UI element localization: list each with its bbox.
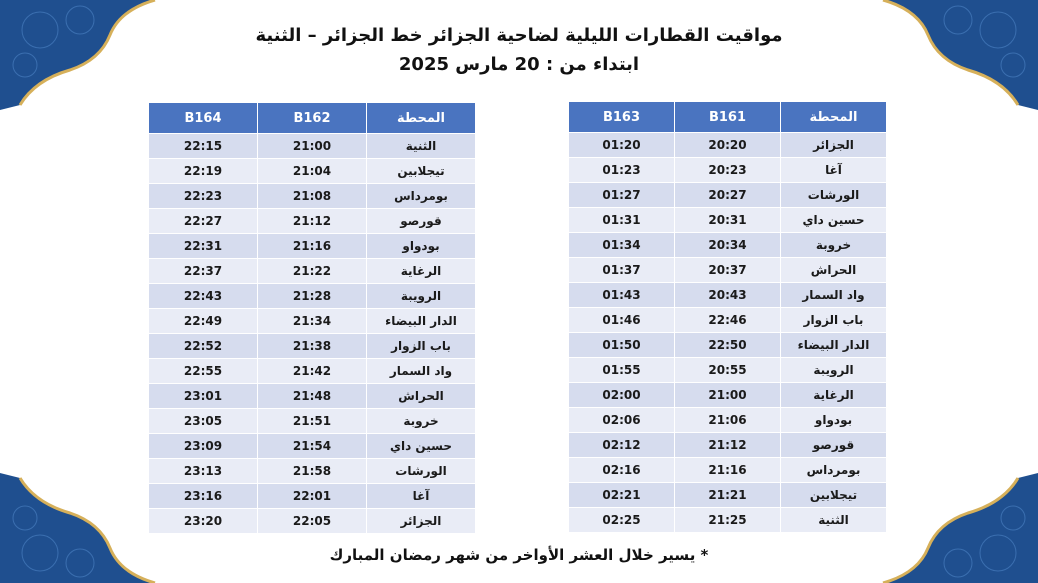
- departure-time-cell: 01:34: [569, 233, 675, 258]
- station-name-cell: باب الزوار: [367, 334, 476, 359]
- departure-time-cell: 20:23: [675, 158, 781, 183]
- departure-time-cell: 21:16: [258, 234, 367, 259]
- departure-time-cell: 21:42: [258, 359, 367, 384]
- departure-time-cell: 01:23: [569, 158, 675, 183]
- table-row: [149, 484, 476, 509]
- departure-time-cell: 02:16: [569, 458, 675, 483]
- departure-time-cell: 22:31: [149, 234, 258, 259]
- station-name-cell: قورصو: [367, 209, 476, 234]
- departure-time-cell: 02:00: [569, 383, 675, 408]
- departure-time-cell: 21:51: [258, 409, 367, 434]
- table-row: [569, 508, 887, 533]
- station-name-cell: الثنية: [781, 508, 887, 533]
- departure-time-cell: 21:25: [675, 508, 781, 533]
- departure-time-cell: 21:16: [675, 458, 781, 483]
- departure-time-cell: 02:12: [569, 433, 675, 458]
- table-row: [569, 233, 887, 258]
- table-row: [569, 208, 887, 233]
- table-row: [149, 134, 476, 159]
- departure-time-cell: 21:38: [258, 334, 367, 359]
- schedule-table-b161-b163: [568, 101, 887, 533]
- departure-time-cell: 20:43: [675, 283, 781, 308]
- column-header-station: المحطة: [781, 102, 887, 133]
- column-header-train: B162: [258, 103, 367, 134]
- station-name-cell: الرويبة: [781, 358, 887, 383]
- departure-time-cell: 01:55: [569, 358, 675, 383]
- station-name-cell: الدار البيضاء: [367, 309, 476, 334]
- column-header-train: B164: [149, 103, 258, 134]
- departure-time-cell: 20:20: [675, 133, 781, 158]
- station-name-cell: تيجلابين: [367, 159, 476, 184]
- departure-time-cell: 22:27: [149, 209, 258, 234]
- station-name-cell: الورشات: [367, 459, 476, 484]
- station-name-cell: خروبة: [781, 233, 887, 258]
- table-row: [149, 409, 476, 434]
- station-name-cell: خروبة: [367, 409, 476, 434]
- table-row: [569, 283, 887, 308]
- table-row: [569, 383, 887, 408]
- column-header-train: B161: [675, 102, 781, 133]
- departure-time-cell: 21:00: [675, 383, 781, 408]
- station-name-cell: آغا: [367, 484, 476, 509]
- station-name-cell: تيجلابين: [781, 483, 887, 508]
- departure-time-cell: 21:22: [258, 259, 367, 284]
- table-row: [149, 509, 476, 534]
- table-row: [569, 133, 887, 158]
- station-name-cell: بودواو: [367, 234, 476, 259]
- departure-time-cell: 22:37: [149, 259, 258, 284]
- departure-time-cell: 22:49: [149, 309, 258, 334]
- table-row: [569, 458, 887, 483]
- table-row: [149, 359, 476, 384]
- departure-time-cell: 22:52: [149, 334, 258, 359]
- station-name-cell: واد السمار: [781, 283, 887, 308]
- departure-time-cell: 01:46: [569, 308, 675, 333]
- departure-time-cell: 22:15: [149, 134, 258, 159]
- station-name-cell: بودواو: [781, 408, 887, 433]
- station-name-cell: آغا: [781, 158, 887, 183]
- page-subtitle: ابتداء من : 20 مارس 2025: [398, 54, 640, 75]
- departure-time-cell: 21:06: [675, 408, 781, 433]
- station-name-cell: الرغاية: [367, 259, 476, 284]
- departure-time-cell: 22:23: [149, 184, 258, 209]
- table-header-row: [569, 102, 887, 133]
- station-name-cell: الدار البيضاء: [781, 333, 887, 358]
- page-title: مواقيت القطارات الليلية لضاحية الجزائر خط الجزائر – الثنية: [255, 25, 783, 46]
- table-row: [569, 408, 887, 433]
- departure-time-cell: 21:12: [258, 209, 367, 234]
- table-row: [569, 433, 887, 458]
- schedule-table-b162-b164: [148, 102, 476, 534]
- departure-time-cell: 21:21: [675, 483, 781, 508]
- departure-time-cell: 22:05: [258, 509, 367, 534]
- departure-time-cell: 22:01: [258, 484, 367, 509]
- table-row: [569, 358, 887, 383]
- departure-time-cell: 23:20: [149, 509, 258, 534]
- station-name-cell: بومرداس: [781, 458, 887, 483]
- departure-time-cell: 01:20: [569, 133, 675, 158]
- station-name-cell: قورصو: [781, 433, 887, 458]
- station-name-cell: باب الزوار: [781, 308, 887, 333]
- table-row: [569, 333, 887, 358]
- station-name-cell: بومرداس: [367, 184, 476, 209]
- departure-time-cell: 02:06: [569, 408, 675, 433]
- departure-time-cell: 20:34: [675, 233, 781, 258]
- departure-time-cell: 21:34: [258, 309, 367, 334]
- departure-time-cell: 21:28: [258, 284, 367, 309]
- table-row: [569, 258, 887, 283]
- departure-time-cell: 01:43: [569, 283, 675, 308]
- table-row: [149, 384, 476, 409]
- departure-time-cell: 01:50: [569, 333, 675, 358]
- station-name-cell: الورشات: [781, 183, 887, 208]
- table-row: [569, 158, 887, 183]
- table-row: [569, 308, 887, 333]
- station-name-cell: حسين داي: [781, 208, 887, 233]
- table-row: [149, 334, 476, 359]
- corner-ornament-bottom-left: [0, 473, 170, 583]
- departure-time-cell: 02:21: [569, 483, 675, 508]
- departure-time-cell: 20:37: [675, 258, 781, 283]
- table-row: [149, 159, 476, 184]
- station-name-cell: الثنية: [367, 134, 476, 159]
- departure-time-cell: 21:54: [258, 434, 367, 459]
- station-name-cell: الجزائر: [781, 133, 887, 158]
- departure-time-cell: 20:27: [675, 183, 781, 208]
- station-name-cell: الحراش: [367, 384, 476, 409]
- departure-time-cell: 22:19: [149, 159, 258, 184]
- departure-time-cell: 20:55: [675, 358, 781, 383]
- departure-time-cell: 21:58: [258, 459, 367, 484]
- table-row: [149, 234, 476, 259]
- departure-time-cell: 21:00: [258, 134, 367, 159]
- page-title-block: [0, 22, 1038, 79]
- departure-time-cell: 02:25: [569, 508, 675, 533]
- table-header-row: [149, 103, 476, 134]
- station-name-cell: الرويبة: [367, 284, 476, 309]
- table-row: [149, 434, 476, 459]
- footnote: * يسير خلال العشر الأواخر من شهر رمضان المبارك: [329, 546, 709, 564]
- departure-time-cell: 21:48: [258, 384, 367, 409]
- departure-time-cell: 23:05: [149, 409, 258, 434]
- departure-time-cell: 23:16: [149, 484, 258, 509]
- departure-time-cell: 22:43: [149, 284, 258, 309]
- departure-time-cell: 22:46: [675, 308, 781, 333]
- table-row: [149, 184, 476, 209]
- departure-time-cell: 01:27: [569, 183, 675, 208]
- table-row: [149, 459, 476, 484]
- table-row: [149, 284, 476, 309]
- corner-ornament-bottom-right: [868, 473, 1038, 583]
- station-name-cell: الرغاية: [781, 383, 887, 408]
- departure-time-cell: 22:55: [149, 359, 258, 384]
- departure-time-cell: 23:13: [149, 459, 258, 484]
- station-name-cell: حسين داي: [367, 434, 476, 459]
- departure-time-cell: 01:31: [569, 208, 675, 233]
- departure-time-cell: 23:09: [149, 434, 258, 459]
- column-header-train: B163: [569, 102, 675, 133]
- departure-time-cell: 20:31: [675, 208, 781, 233]
- table-row: [149, 209, 476, 234]
- table-row: [149, 309, 476, 334]
- station-name-cell: الحراش: [781, 258, 887, 283]
- station-name-cell: واد السمار: [367, 359, 476, 384]
- departure-time-cell: 21:12: [675, 433, 781, 458]
- departure-time-cell: 23:01: [149, 384, 258, 409]
- table-row: [569, 483, 887, 508]
- departure-time-cell: 21:04: [258, 159, 367, 184]
- station-name-cell: الجزائر: [367, 509, 476, 534]
- departure-time-cell: 01:37: [569, 258, 675, 283]
- departure-time-cell: 21:08: [258, 184, 367, 209]
- table-row: [569, 183, 887, 208]
- column-header-station: المحطة: [367, 103, 476, 134]
- departure-time-cell: 22:50: [675, 333, 781, 358]
- table-row: [149, 259, 476, 284]
